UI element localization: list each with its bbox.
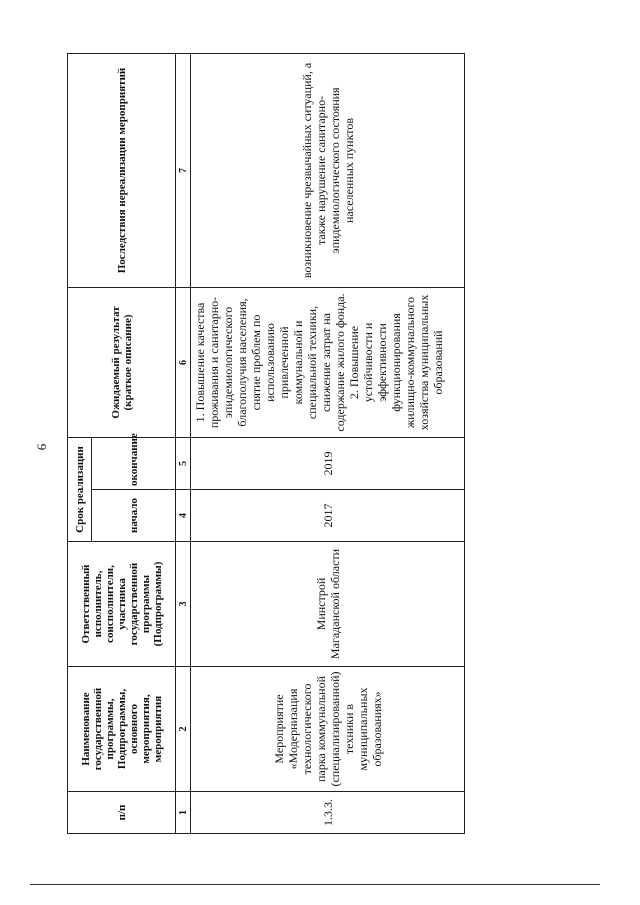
header-row	[68, 53, 92, 833]
header-period: Срок реализации	[68, 437, 92, 541]
column-numbers-row	[176, 53, 191, 833]
col-number: 2	[176, 667, 191, 792]
header-name: Наименование государственной программы, Подпрограммы, основного мероприятия, мероприятия	[68, 667, 176, 792]
header-result: Ожидаемый результат (краткое описание)	[68, 287, 176, 437]
col-number: 3	[176, 542, 191, 667]
col-number: 6	[176, 287, 191, 437]
row-start: 2017	[191, 490, 465, 542]
row-consequence: возникновение чрезвычайных ситуаций, а также нарушение санитарно-эпидемиологического состояния населенных пунктов	[191, 53, 465, 287]
header-end: окончание	[92, 437, 176, 489]
header-start: начало	[92, 490, 176, 542]
row-id: 1.3.3.	[191, 792, 465, 834]
row-end: 2019	[191, 437, 465, 489]
result-item-1: 1. Повышение качества проживания и санитарно-эпидемиологического благополучия населения, снятие проблем по использованию привлеченной коммунальной и специальной техники, снижение затрат на содержание жилого фонда.	[193, 293, 348, 432]
rotated-table-wrapper	[67, 54, 465, 834]
header-executor: Ответственный исполнитель, соисполнители, участника государственной программы (Подпрограммы)	[68, 542, 176, 667]
header-num: п/п	[68, 792, 176, 834]
program-table	[67, 53, 465, 834]
header-consequence: Последствия нереализации мероприятий	[68, 53, 176, 287]
col-number: 4	[176, 490, 191, 542]
page-number: 6	[34, 443, 49, 451]
col-number: 1	[176, 792, 191, 834]
row-name: Мероприятие «Модернизация технологического парка коммунальной (специализированной) техники в муниципальных образованиях»	[191, 667, 465, 792]
row-result	[191, 287, 465, 437]
page-bottom-line	[30, 884, 600, 885]
result-item-2: 2. Повышение устойчивости и эффективности функционирования жилищно-коммунального хозяйства муниципальных образований	[347, 294, 446, 431]
row-executor: Минстрой Магаданской области	[191, 542, 465, 667]
table-row	[191, 53, 465, 833]
col-number: 7	[176, 53, 191, 287]
col-number: 5	[176, 437, 191, 489]
